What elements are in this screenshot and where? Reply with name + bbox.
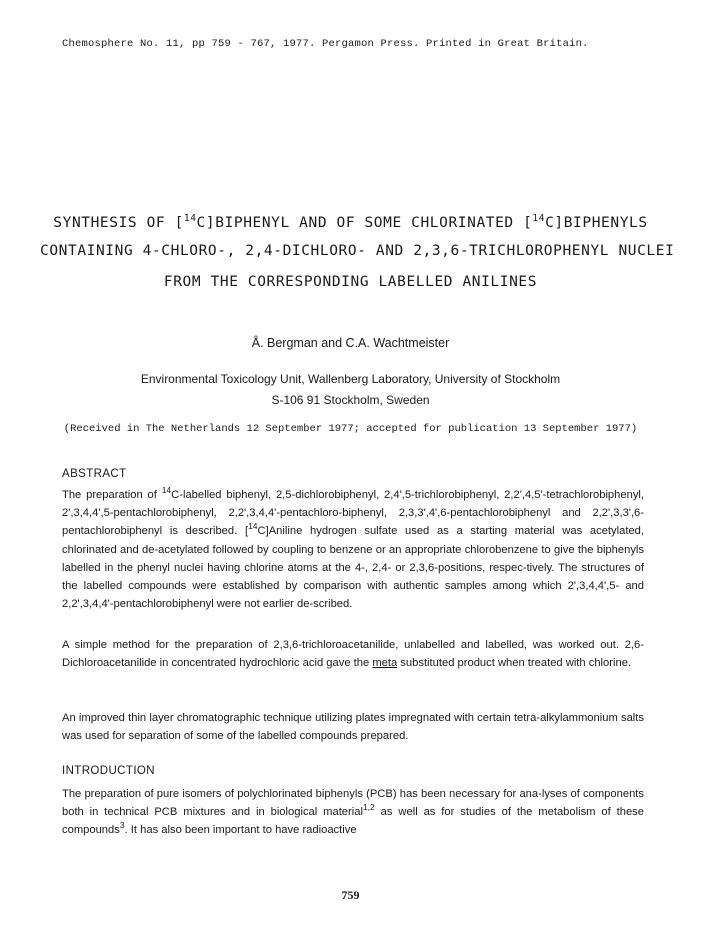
page-number: 759 (341, 888, 360, 902)
affiliation-line-1: Environmental Toxicology Unit, Wallenberg Laboratory, University of Stockholm (140, 372, 561, 386)
abstract-paragraph-2: A simple method for the preparation of 2,3,6-trichloroacetanilide, unlabelled and labelled, was worked out. 2,6-Dichloroacetanilide in concentrated hydrochloric acid gave the meta substituted product when treated with chlorine. (62, 639, 644, 670)
title-line-3: FROM THE CORRESPONDING LABELLED ANILINES (163, 274, 538, 290)
running-header: Chemosphere No. 11, pp 759 - 767, 1977. Pergamon Press. Printed in Great Britain. (62, 38, 589, 50)
abstract-heading: ABSTRACT (62, 468, 127, 480)
authors: Å. Bergman and C.A. Wachtmeister (251, 336, 450, 350)
title-line-1: SYNTHESIS OF [$^{14}$C]BIPHENYL AND OF SOME CHLORINATED [$^{14}$C]BIPHENYLS (53, 213, 648, 231)
received-note: (Received in The Netherlands 12 September 1977; accepted for publication 13 September 1977) (63, 423, 638, 435)
affiliation-line-2: S-106 91 Stockholm, Sweden (271, 393, 430, 407)
title-line-2: CONTAINING 4-CHLORO-, 2,4-DICHLORO- AND 2,3,6-TRICHLOROPHENYL NUCLEI (40, 243, 675, 259)
abstract-paragraph-3: An improved thin layer chromatographic technique utilizing plates impregnated with certain tetra-alkylammonium salts was used for separation of some of the labelled compounds prepared. (62, 712, 644, 743)
introduction-paragraph: The preparation of pure isomers of polychlorinated biphenyls (PCB) has been necessary for ana-lyses of components both in technical PCB mixtures and in biological material$^{1,2}$ as well as for studies of the metabolism of these compounds$^3$. It has also been important to have radioactive (62, 788, 644, 837)
introduction-heading: INTRODUCTION (62, 765, 155, 777)
abstract-paragraph-1: The preparation of $^{14}$C-labelled biphenyl, 2,5-dichlorobiphenyl, 2,4',5-trichlorobiphenyl, 2,2',4,5'-tetrachlorobiphenyl, 2',3,4,4',5-pentachlorobiphenyl, 2,2',3,4,4'-pentachloro-biphenyl, 2,3,3',4',6-pentachlorobiphenyl and 2,2',3,3',6-pentachlorobiphenyl is described. [$^{14}$C]Aniline hydrogen sulfate used as a starting material was acetylated, chlorinated and de-acetylated followed by coupling to benzene or an appropriate chlorobenzene to give the biphenyls labelled in the phenyl nuclei having chlorine atoms at the 4-, 2,4- or 2,3,6-positions, respec-tively. The structures of the labelled compounds were established by comparison with authentic samples among which 2',3,4,4',5- and 2,2',3,4,4'-pentachlorobiphenyl were not earlier de-scribed. (62, 485, 645, 611)
